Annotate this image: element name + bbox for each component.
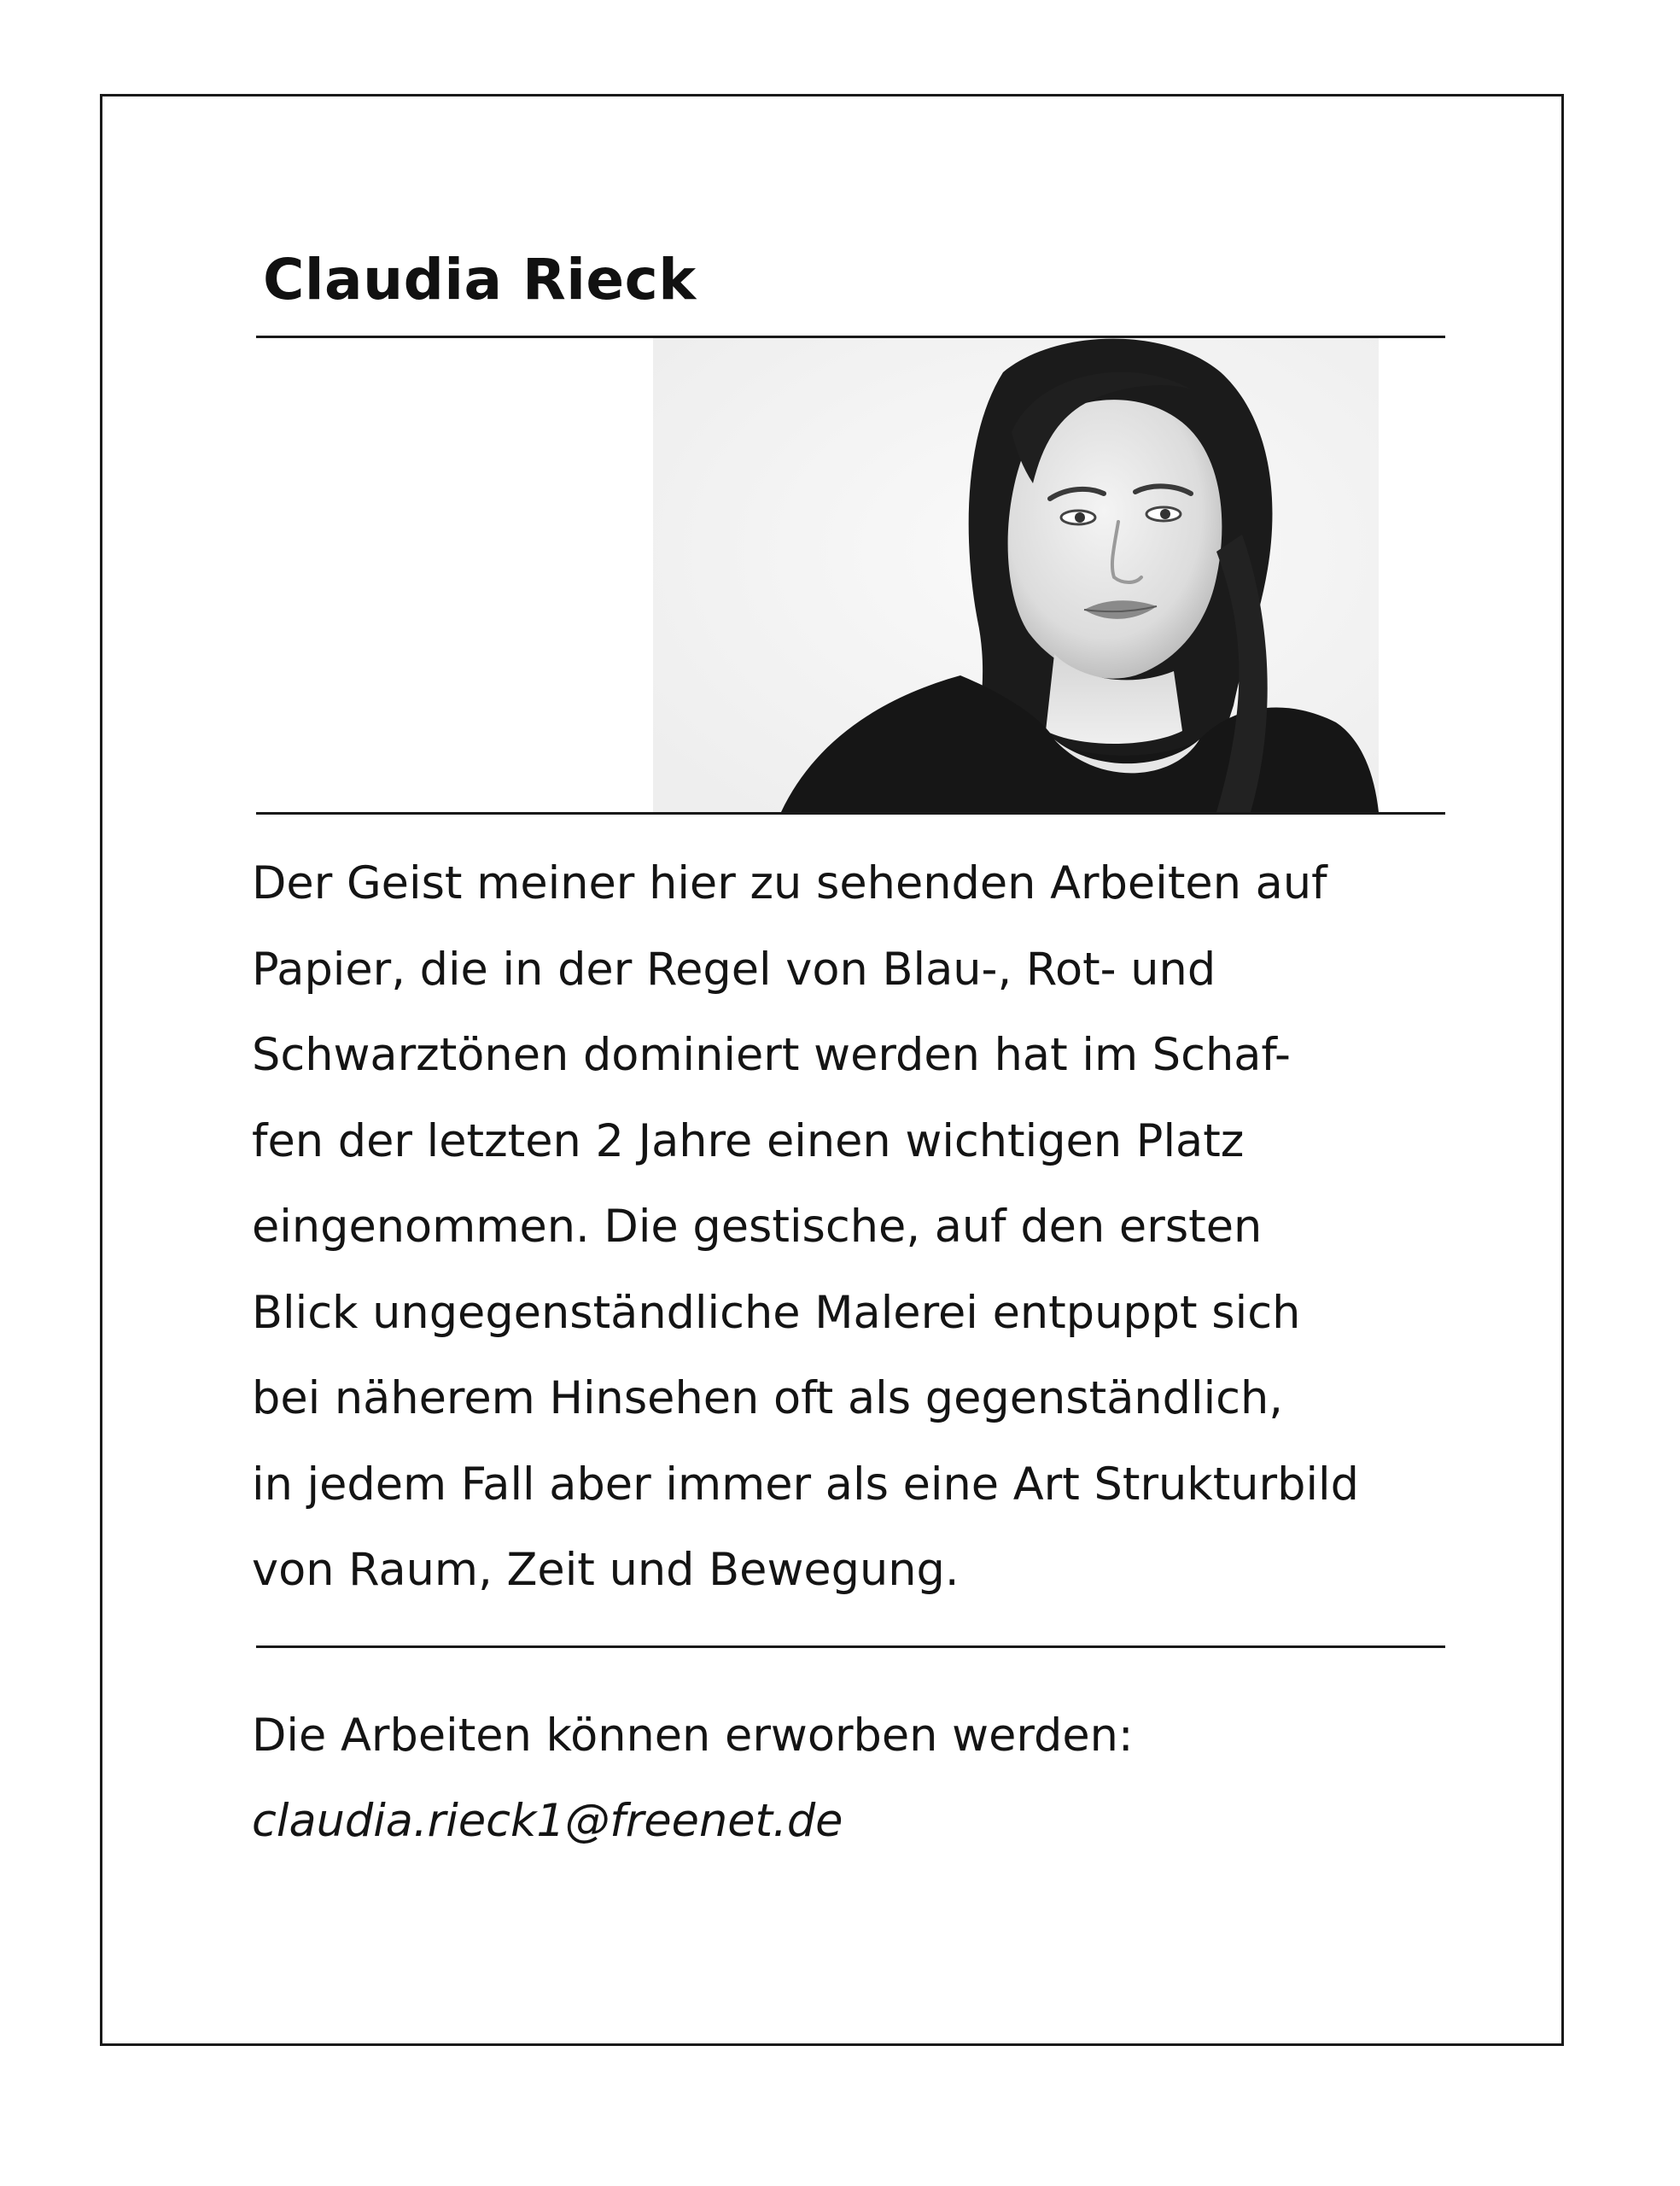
bio-line: bei näherem Hinsehen oft als gegenständlich, bbox=[252, 1372, 1283, 1424]
portrait-photo-icon bbox=[653, 338, 1379, 812]
divider-middle bbox=[256, 812, 1445, 815]
bio-text bbox=[252, 841, 1464, 1614]
contact-email[interactable]: claudia.rieck1@freenet.de bbox=[252, 1795, 843, 1847]
bio-line: eingenommen. Die gestische, auf den ersten bbox=[252, 1201, 1263, 1253]
bio-line: Papier, die in der Regel von Blau-, Rot- und bbox=[252, 943, 1216, 996]
bio-line: in jedem Fall aber immer als eine Art Strukturbild bbox=[252, 1458, 1359, 1511]
bio-line: Schwarztönen dominiert werden hat im Schaf- bbox=[252, 1029, 1291, 1081]
bio-line: fen der letzten 2 Jahre einen wichtigen Platz bbox=[252, 1114, 1245, 1167]
divider-bottom bbox=[256, 1645, 1445, 1648]
bio-line: Blick ungegenständliche Malerei entpuppt sich bbox=[252, 1286, 1301, 1339]
artist-name: Claudia Rieck bbox=[263, 247, 697, 313]
bio-line: Der Geist meiner hier zu sehenden Arbeiten auf bbox=[252, 857, 1327, 909]
sale-note: Die Arbeiten können erworben werden: bbox=[252, 1710, 1134, 1762]
bio-line: von Raum, Zeit und Bewegung. bbox=[252, 1544, 960, 1596]
